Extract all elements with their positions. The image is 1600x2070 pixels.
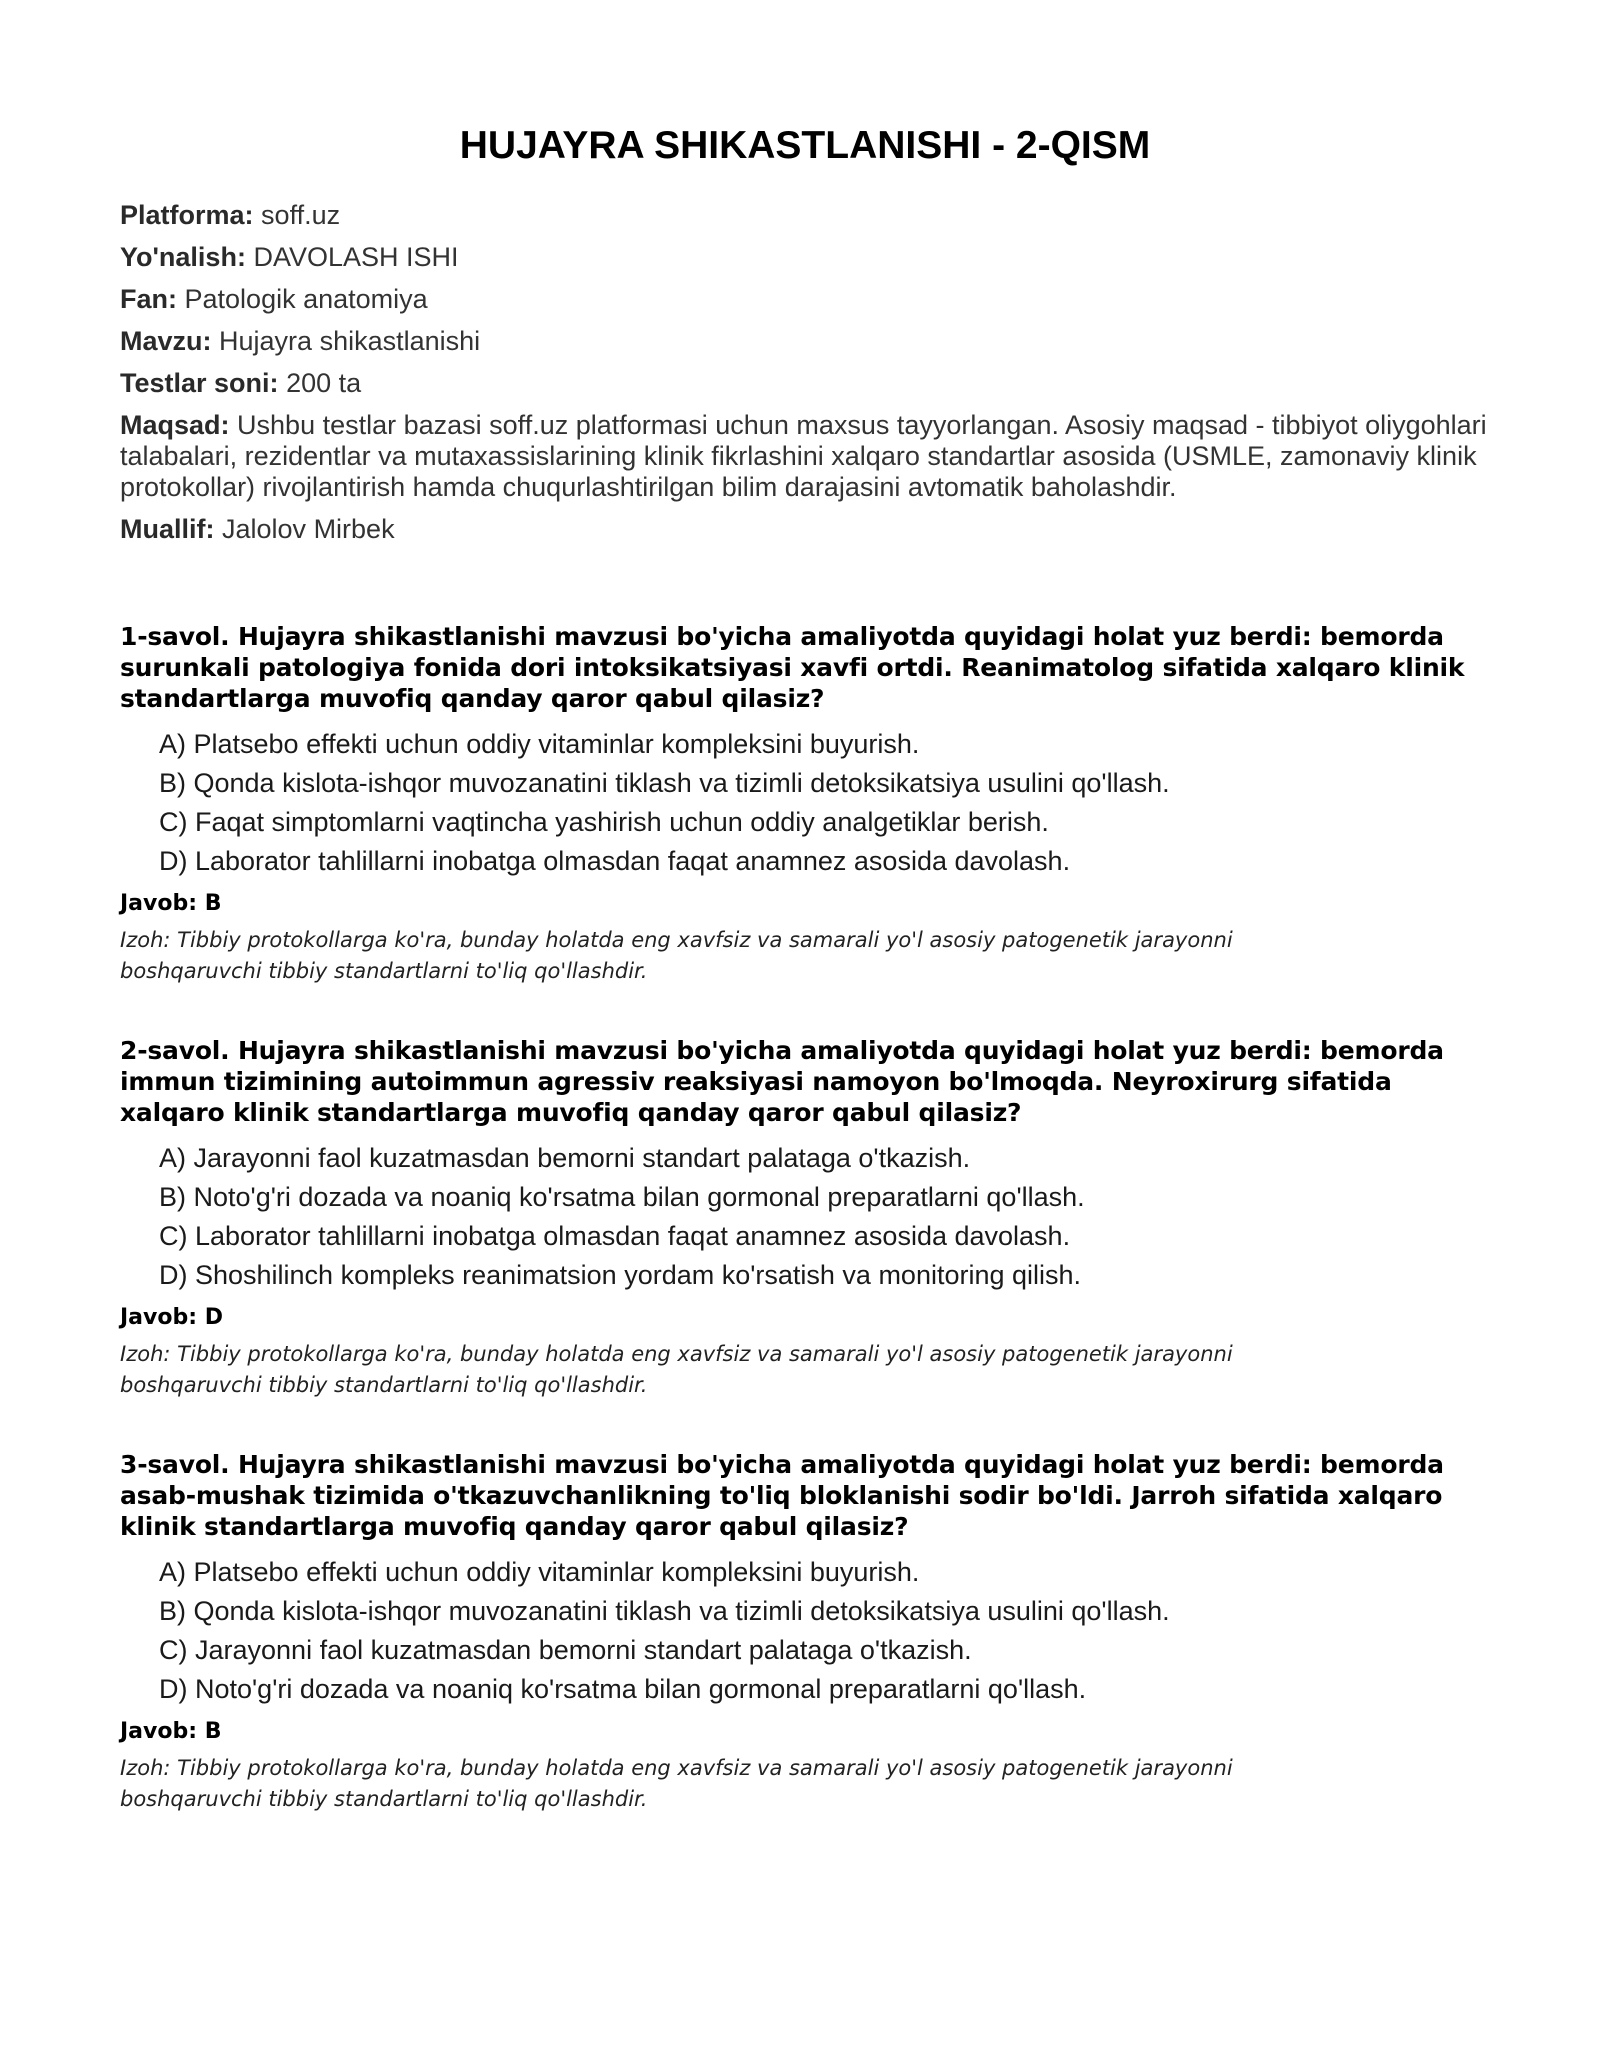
explanation-note: Izoh: Tibbiy protokollarga ko'ra, bunday holatda eng xavfsiz va samarali yo'l asosiy patogenetik jarayonni boshqaruvchi tibbiy standartlarni to'liq qo'llashdir.: [120, 1342, 1233, 1397]
meta-topic: [120, 326, 1490, 357]
option-d: D) Laborator tahlillarni inobatga olmasdan faqat anamnez asosida davolash.: [159, 846, 1071, 876]
options-list: [120, 1556, 1490, 1705]
meta-direction: [120, 242, 1490, 273]
options-list: [120, 1142, 1490, 1291]
document-page: [120, 0, 1490, 1863]
option-c: C) Faqat simptomlarni vaqtincha yashirish uchun oddiy analgetiklar berish.: [159, 807, 1049, 837]
option-c: C) Jarayonni faol kuzatmasdan bemorni standart palataga o'tkazish.: [159, 1635, 972, 1665]
meta-test-count: [120, 368, 1490, 399]
options-list: [120, 728, 1490, 877]
meta-value: Ushbu testlar bazasi soff.uz platformasi uchun maxsus tayyorlangan. Asosiy maqsad - tibbiyot oliygohlari talabalari, rezidentlar va mutaxassislarining klinik fikrlashini xalqaro standartlar asosida (USMLE, zamonaviy klinik protokollar) rivojlantirish hamda chuqurlashtirilgan bilim darajasini avtomatik baholashdir.: [120, 410, 1487, 502]
meta-label: Platforma:: [120, 200, 254, 230]
option-c: C) Laborator tahlillarni inobatga olmasdan faqat anamnez asosida davolash.: [159, 1221, 1071, 1251]
option-d: D) Noto'g'ri dozada va noaniq ko'rsatma bilan gormonal preparatlarni qo'llash.: [159, 1674, 1087, 1704]
meta-subject: [120, 284, 1490, 315]
option-a: A) Platsebo effekti uchun oddiy vitaminlar kompleksini buyurish.: [159, 1557, 920, 1587]
option-d: D) Shoshilinch kompleks reanimatsion yordam ko'rsatish va monitoring qilish.: [159, 1260, 1082, 1290]
meta-value: 200 ta: [286, 368, 362, 398]
meta-label: Fan:: [120, 284, 177, 314]
meta-author: [120, 514, 1490, 545]
question-text: 1-savol. Hujayra shikastlanishi mavzusi bo'yicha amaliyotda quyidagi holat yuz berdi: bemorda surunkali patologiya fonida dori intoksikatsiyasi xavfi ortdi. Reanimatolog sifatida xalqaro klinik standartlarga muvofiq qanday qaror qabul qilasiz?: [120, 622, 1465, 713]
option-b: B) Noto'g'ri dozada va noaniq ko'rsatma bilan gormonal preparatlarni qo'llash.: [159, 1182, 1085, 1212]
option-a: A) Jarayonni faol kuzatmasdan bemorni standart palataga o'tkazish.: [159, 1143, 971, 1173]
option-b: B) Qonda kislota-ishqor muvozanatini tiklash va tizimli detoksikatsiya usulini qo'llash.: [159, 1596, 1170, 1626]
explanation-note: Izoh: Tibbiy protokollarga ko'ra, bunday holatda eng xavfsiz va samarali yo'l asosiy patogenetik jarayonni boshqaruvchi tibbiy standartlarni to'liq qo'llashdir.: [120, 928, 1233, 983]
question-1: [120, 621, 1490, 987]
meta-value: Patologik anatomiya: [184, 284, 428, 314]
meta-value: Jalolov Mirbek: [222, 514, 395, 544]
metadata-section: [120, 200, 1490, 545]
question-text: 2-savol. Hujayra shikastlanishi mavzusi bo'yicha amaliyotda quyidagi holat yuz berdi: bemorda immun tizimining autoimmun agressiv reaksiyasi namoyon bo'lmoqda. Neyroxirurg sifatida xalqaro klinik standartlarga muvofiq qanday qaror qabul qilasiz?: [120, 1036, 1444, 1127]
answer-label: Javob: D: [120, 1305, 223, 1330]
meta-label: Mavzu:: [120, 326, 212, 356]
meta-value: soff.uz: [261, 200, 341, 230]
meta-platform: [120, 200, 1490, 231]
meta-value: Hujayra shikastlanishi: [219, 326, 481, 356]
answer-label: Javob: B: [120, 1719, 222, 1744]
meta-label: Testlar soni:: [120, 368, 279, 398]
option-a: A) Platsebo effekti uchun oddiy vitaminlar kompleksini buyurish.: [159, 729, 920, 759]
meta-label: Yo'nalish:: [120, 242, 246, 272]
answer-label: Javob: B: [120, 891, 222, 916]
explanation-note: Izoh: Tibbiy protokollarga ko'ra, bunday holatda eng xavfsiz va samarali yo'l asosiy patogenetik jarayonni boshqaruvchi tibbiy standartlarni to'liq qo'llashdir.: [120, 1756, 1233, 1811]
question-text: 3-savol. Hujayra shikastlanishi mavzusi bo'yicha amaliyotda quyidagi holat yuz berdi: bemorda asab-mushak tizimida o'tkazuvchanlikning to'liq bloklanishi sodir bo'ldi. Jarroh sifatida xalqaro klinik standartlarga muvofiq qanday qaror qabul qilasiz?: [120, 1450, 1444, 1541]
meta-label: Muallif:: [120, 514, 215, 544]
document-title: HUJAYRA SHIKASTLANISHI - 2-QISM: [459, 124, 1151, 167]
option-b: B) Qonda kislota-ishqor muvozanatini tiklash va tizimli detoksikatsiya usulini qo'llash.: [159, 768, 1170, 798]
meta-goal: [120, 410, 1490, 503]
meta-value: DAVOLASH ISHI: [253, 242, 459, 272]
meta-label: Maqsad:: [120, 410, 230, 440]
question-3: [120, 1449, 1490, 1815]
questions-list: [120, 621, 1490, 1815]
question-2: [120, 1035, 1490, 1401]
